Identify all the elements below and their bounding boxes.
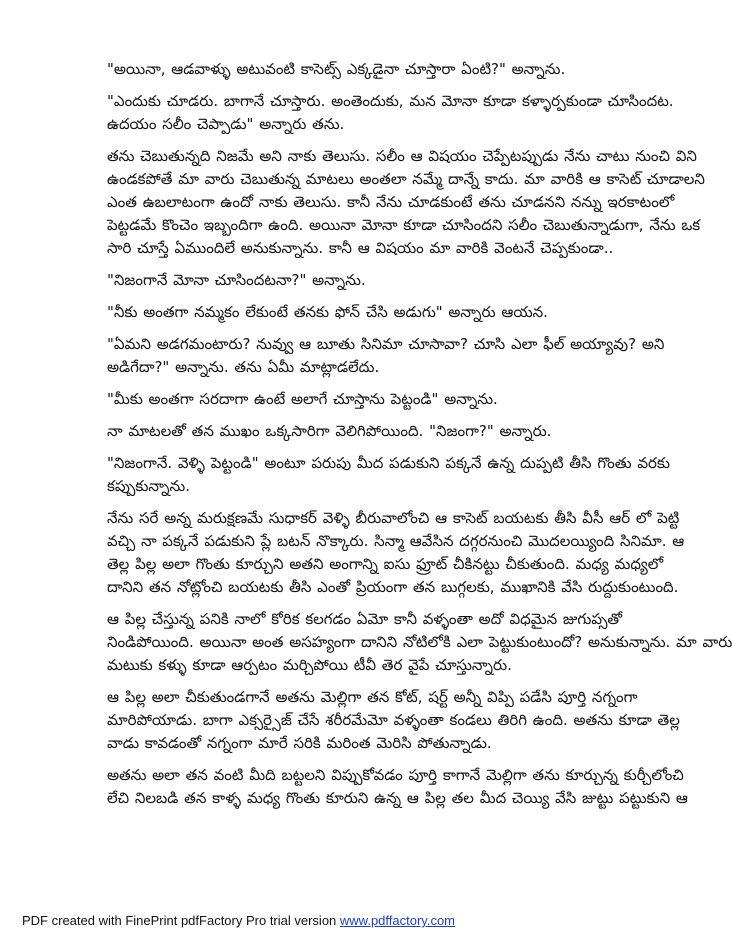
- text-line: ఎంత ఉబలాటంగా ఉందో నాకు తెలుసు. కానీ నేను చూడకుంటే తను చూడనని నన్ను ఇరకాటంలో: [107, 193, 675, 211]
- text-line: ఉండకపోతే మా వారు చెబుతున్న మాటలు అంతలా నమ్మే దాన్నే కాదు. మా వారికి ఆ కాసెట్ చూడాలని: [107, 170, 705, 188]
- text-line: "నిజంగానే. వెళ్ళి పెట్టండి" అంటూ పరుపు మీద పడుకుని పక్కనే ఉన్న దుప్పటి తీసి గొంతు వరకు: [107, 454, 670, 472]
- text-line: కప్పుకున్నాను.: [107, 477, 190, 495]
- text-line: అడిగేదా?" అన్నాను. తను ఏమీ మాట్లాడలేదు.: [107, 358, 380, 376]
- text-line: "మీకు అంతగా సరదాగా ఉంటే అలాగే చూస్తాను పెట్టండి" అన్నాను.: [107, 390, 498, 408]
- text-line: వాడు కావడంతో నగ్నంగా మారే సరికి మరింత మెరిసి పోతున్నాడు.: [107, 734, 492, 752]
- text-line: "ఏమని అడగమంటారు? నువ్వు ఆ బూతు సినిమా చూసావా? చూసి ఎలా ఫీల్ అయ్యావు? అని: [107, 335, 665, 353]
- paragraph: [107, 686, 680, 755]
- paragraph: [107, 58, 667, 81]
- pdf-footer: [22, 913, 455, 928]
- paragraph: [107, 388, 667, 411]
- footer-link[interactable]: www.pdffactory.com: [339, 913, 456, 928]
- text-line: "అయినా, ఆడవాళ్ళు అటువంటి కాసెట్స్ ఎక్కడైనా చూస్తారా ఏంటి?" అన్నాను.: [107, 60, 566, 78]
- text-line: ఉదయం సలీం చెప్పాడు" అన్నారు తను.: [107, 115, 345, 133]
- text-line: నేను సరే అన్న మరుక్షణమే సుధాకర్ వెళ్ళి బీరువాలోంచి ఆ కాసెట్ బయటకు తీసి వీసీ ఆర్ లో పెట్టి: [107, 509, 680, 527]
- text-line: తెల్ల పిల్ల అలా గొంతు కూర్చుని అతని అంగాన్ని ఐసు ఫ్రూట్ చీకినట్టు చీకుతుంది. మధ్య మధ్యలో: [107, 555, 664, 573]
- paragraph: [107, 507, 685, 599]
- paragraph: [107, 420, 667, 443]
- paragraph: [107, 764, 688, 810]
- text-line: మటుకు కళ్ళు కూడా ఆర్పటం మర్చిపోయి టీవీ తెర వైపే చూస్తున్నారు.: [107, 656, 512, 674]
- text-line: ఆ పిల్ల చేస్తున్న పనికి నాలో కోరిక కలగడం ఏమో కానీ వళ్ళంతా అదో విధమైన జుగుప్సతో: [107, 610, 623, 628]
- text-line: నా మాటలతో తన ముఖం ఒక్కసారిగా వెలిగిపోయింది. "నిజంగా?" అన్నారు.: [107, 422, 552, 440]
- text-line: అతను అలా తన వంటి మీది బట్టలని విప్పుకోవడం పూర్తి కాగానే మెల్లిగా తను కూర్చున్న కుర్చీలోంచి: [107, 766, 684, 784]
- paragraph: [107, 452, 670, 498]
- paragraph: [107, 301, 667, 324]
- text-line: సారి చూస్తే ఏముందిలే అనుకున్నాను. కానీ ఆ విషయం మా వారికి వెంటనే చెప్పకుండా..: [107, 239, 614, 257]
- text-line: పెట్టడమే కొంచెం ఇబ్బందిగా ఉంది. అయినా మోనా కూడా చూసిందని సలీం చెబుతున్నాడుగా, నేను ఒక: [107, 216, 701, 234]
- paragraph: [107, 90, 674, 136]
- paragraph: [107, 608, 732, 677]
- page-body: [107, 58, 732, 819]
- text-line: మారిపోయాడు. బాగా ఎక్సర్సైజ్ చేసే శరీరమేమో వళ్ళంతా కండలు తిరిగి ఉంది. అతను కూడా తెల్ల: [107, 711, 680, 729]
- text-line: ఆ పిల్ల అలా చీకుతుండగానే అతను మెల్లిగా తన కోట్, షర్ట్ అన్నీ విప్పి పడేసి పూర్తి నగ్నంగా: [107, 688, 638, 706]
- text-line: తను చెబుతున్నది నిజమే అని నాకు తెలుసు. సలీం ఆ విషయం చెప్పేటప్పుడు నేను చాటు నుంచి విని: [107, 147, 697, 165]
- text-line: "ఎందుకు చూడరు. బాగానే చూస్తారు. అంతెందుకు, మన మోనా కూడా కళ్ళార్పకుండా చూసిందట.: [107, 92, 674, 110]
- paragraph: [107, 145, 705, 260]
- text-line: "నీకు అంతగా నమ్మకం లేకుంటే తనకు ఫోన్ చేసి అడుగు" అన్నారు ఆయన.: [107, 303, 548, 321]
- text-line: "నిజంగానే మోనా చూసిందటనా?" అన్నాను.: [107, 271, 366, 289]
- text-line: దానిని తన నోట్లోంచి బయటకు తీసి ఎంతో ప్రియంగా తన బుగ్గలకు, ముఖానికి వేసి రుద్దుకుంటుంది.: [107, 578, 679, 596]
- paragraph: [107, 333, 667, 379]
- text-line: లేచి నిలబడి తన కాళ్ళ మధ్య గొంతు కూరుని ఉన్న ఆ పిల్ల తల మీద చెయ్యి వేసి జుట్టు పట్టుకుని ఆ: [107, 789, 688, 807]
- text-line: నిండిపోయింది. అయినా అంత అసహ్యంగా దానిని నోటిలోకి ఎలా పెట్టుకుంటుందో? అనుకున్నాను. మా వారు: [107, 633, 732, 651]
- text-line: వచ్చి నా పక్కనే పడుకుని ప్లే బటన్ నొక్కారు. సిన్మా ఆవేసిన దగ్గరనుంచి మొదలయ్యింది సినిమా. ఆ: [107, 532, 685, 550]
- paragraph: [107, 269, 667, 292]
- footer-text: PDF created with FinePrint pdfFactory Pro trial version: [22, 913, 340, 928]
